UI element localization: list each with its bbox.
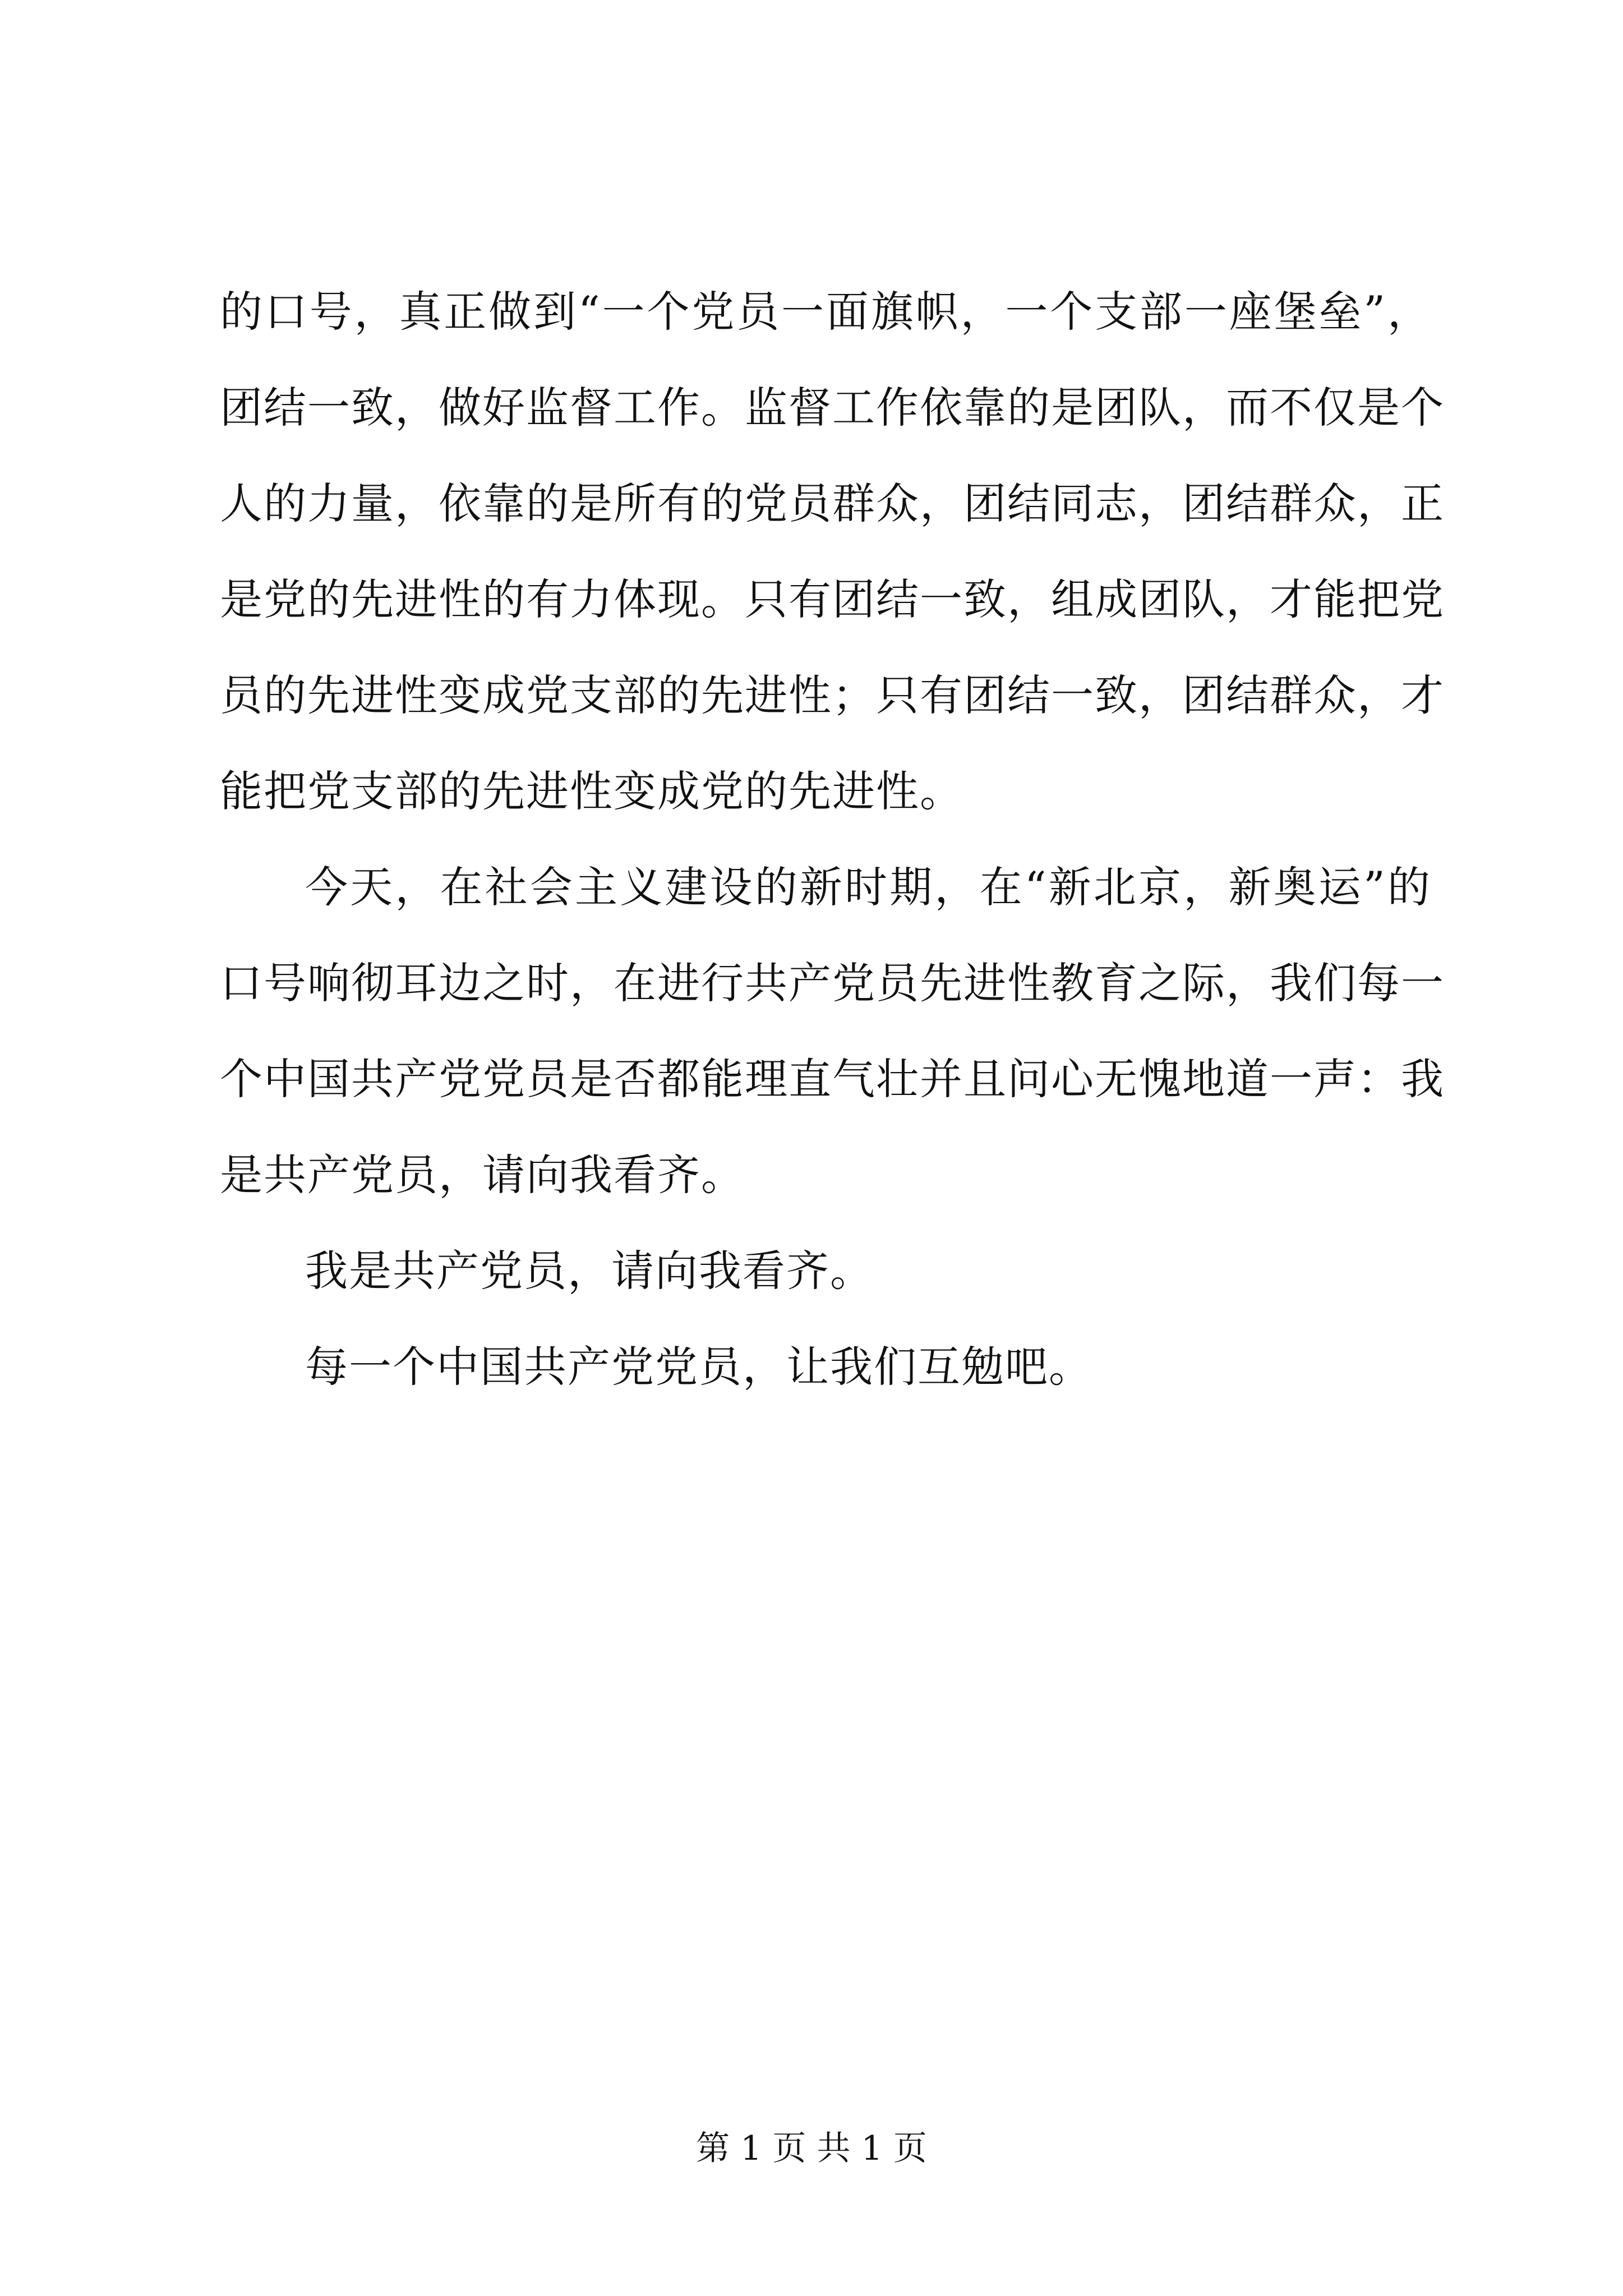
paragraph-4-line-1: 每一个中国共产党党员，让我们互勉吧。	[305, 1342, 1092, 1392]
paragraph-2-line-1: 今天，在社会主义建设的新时期，在“新北京，新奥运”的	[305, 862, 1431, 912]
paragraph-2-line-2: 口号响彻耳边之时，在进行共产党员先进性教育之际，我们每一	[220, 958, 1445, 1008]
paragraph-1-line-4: 是党的先进性的有力体现。只有团结一致，组成团队，才能把党	[220, 574, 1445, 624]
paragraph-2-line-4: 是共产党员，请向我看齐。	[220, 1150, 745, 1200]
paragraph-2-line-3: 个中国共产党党员是否都能理直气壮并且问心无愧地道一声：我	[220, 1054, 1445, 1104]
paragraph-1-line-1: 的口号，真正做到“一个党员一面旗帜，一个支部一座堡垒”，	[220, 287, 1431, 337]
page-number-footer: 第 1 页 共 1 页	[696, 2129, 927, 2168]
paragraph-1-line-5: 员的先进性变成党支部的先进性；只有团结一致，团结群众，才	[220, 670, 1445, 720]
paragraph-1-line-2: 团结一致，做好监督工作。监督工作依靠的是团队，而不仅是个	[220, 383, 1445, 432]
paragraph-3-line-1: 我是共产党员，请向我看齐。	[305, 1246, 874, 1296]
paragraph-1-line-3: 人的力量，依靠的是所有的党员群众，团结同志，团结群众，正	[220, 478, 1445, 528]
document-body	[220, 264, 1445, 1415]
paragraph-1-line-6: 能把党支部的先进性变成党的先进性。	[220, 766, 963, 816]
